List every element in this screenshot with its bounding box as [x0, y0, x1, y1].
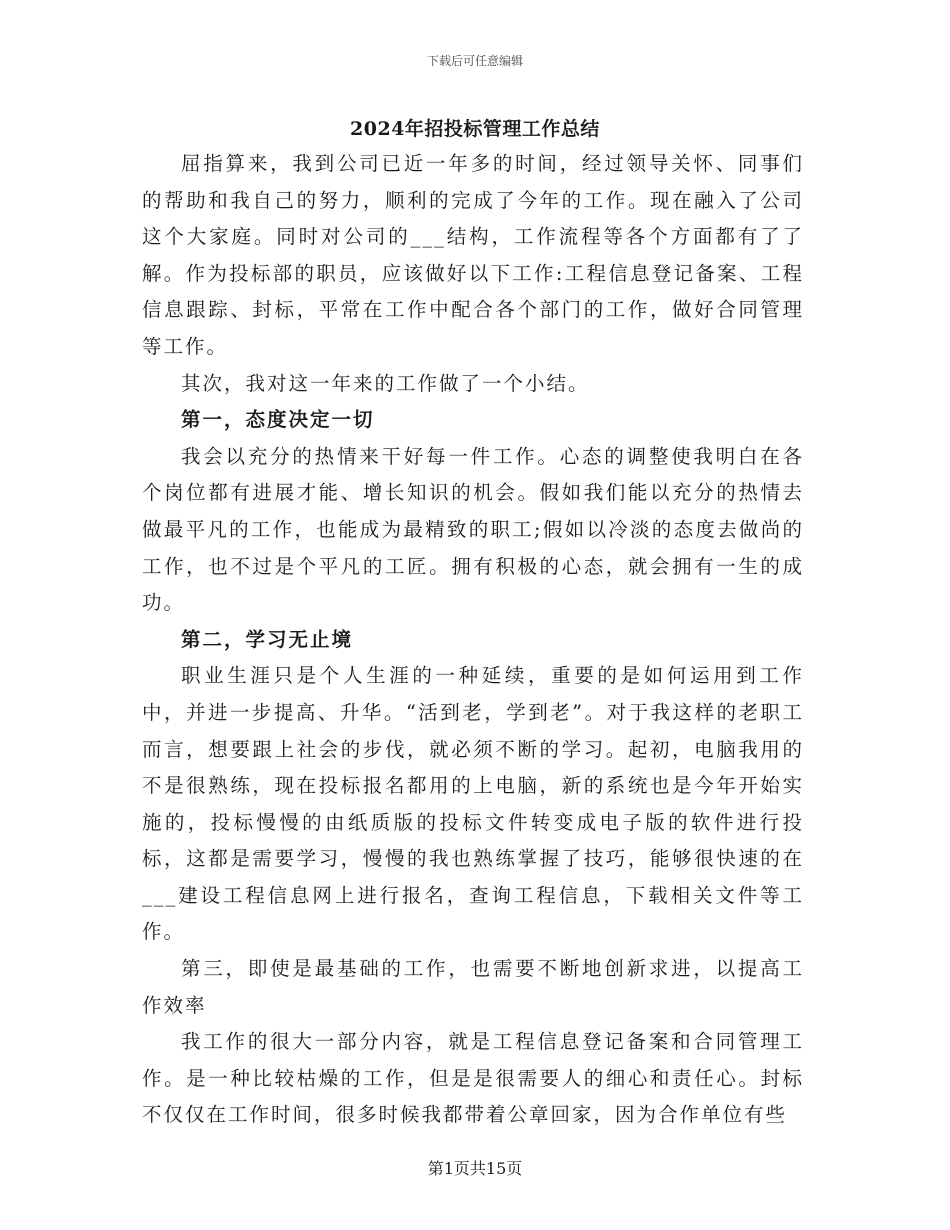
document-body — [142, 146, 804, 1134]
page-indicator: 第1页共15页 — [427, 1159, 523, 1178]
paragraph-learning: 职业生涯只是个人生涯的一种延续，重要的是如何运用到工作中，并进一步提高、升华。“活到老，学到老”。对于我这样的老职工而言，想要跟上社会的步伐，就必须不断的学习。起初，电脑我用的不是很熟练，现在投标报名都用的上电脑，新的系统也是今年开始实施的，投标慢慢的由纸质版的投标文件转变成电子版的软件进行投标，这都是需要学习，慢慢的我也熟练掌握了技巧，能够很快速的在___建设工程信息网上进行报名，查询工程信息，下载相关文件等工作。 — [142, 664, 804, 944]
download-note: 下载后可任意编辑 — [426, 54, 523, 68]
paragraph-intro: 屈指算来，我到公司已近一年多的时间，经过领导关怀、同事们的帮助和我自己的努力，顺利的完成了今年的工作。现在融入了公司这个大家庭。同时对公司的___结构，工作流程等各个方面都有了了解。作为投标部的职员，应该做好以下工作:工程信息登记备案、工程信息跟踪、封标，平常在工作中配合各个部门的工作，做好合同管理等工作。 — [142, 152, 804, 358]
section-heading-attitude: 第一，态度决定一切 — [181, 408, 375, 432]
paragraph-innovation: 我工作的很大一部分内容，就是工程信息登记备案和合同管理工作。是一种比较枯燥的工作，但是是很需要人的细心和责任心。封标不仅仅在工作时间，很多时候我都带着公章回家，因为合作单位有些 — [142, 1030, 804, 1127]
paragraph-attitude: 我会以充分的热情来干好每一件工作。心态的调整使我明白在各个岗位都有进展才能、增长知识的机会。假如我们能以充分的热情去做最平凡的工作，也能成为最精致的职工;假如以冷淡的态度去做尚的工作，也不过是个平凡的工匠。拥有积极的心态，就会拥有一生的成功。 — [142, 444, 804, 615]
document-title: 2024年招投标管理工作总结 — [350, 118, 600, 140]
paragraph-summary-lead: 其次，我对这一年来的工作做了一个小结。 — [181, 371, 590, 395]
section-heading-learning: 第二，学习无止境 — [181, 627, 354, 651]
section-heading-innovation: 第三，即使是最基础的工作，也需要不断地创新求进，以提高工作效率 — [142, 957, 804, 1017]
